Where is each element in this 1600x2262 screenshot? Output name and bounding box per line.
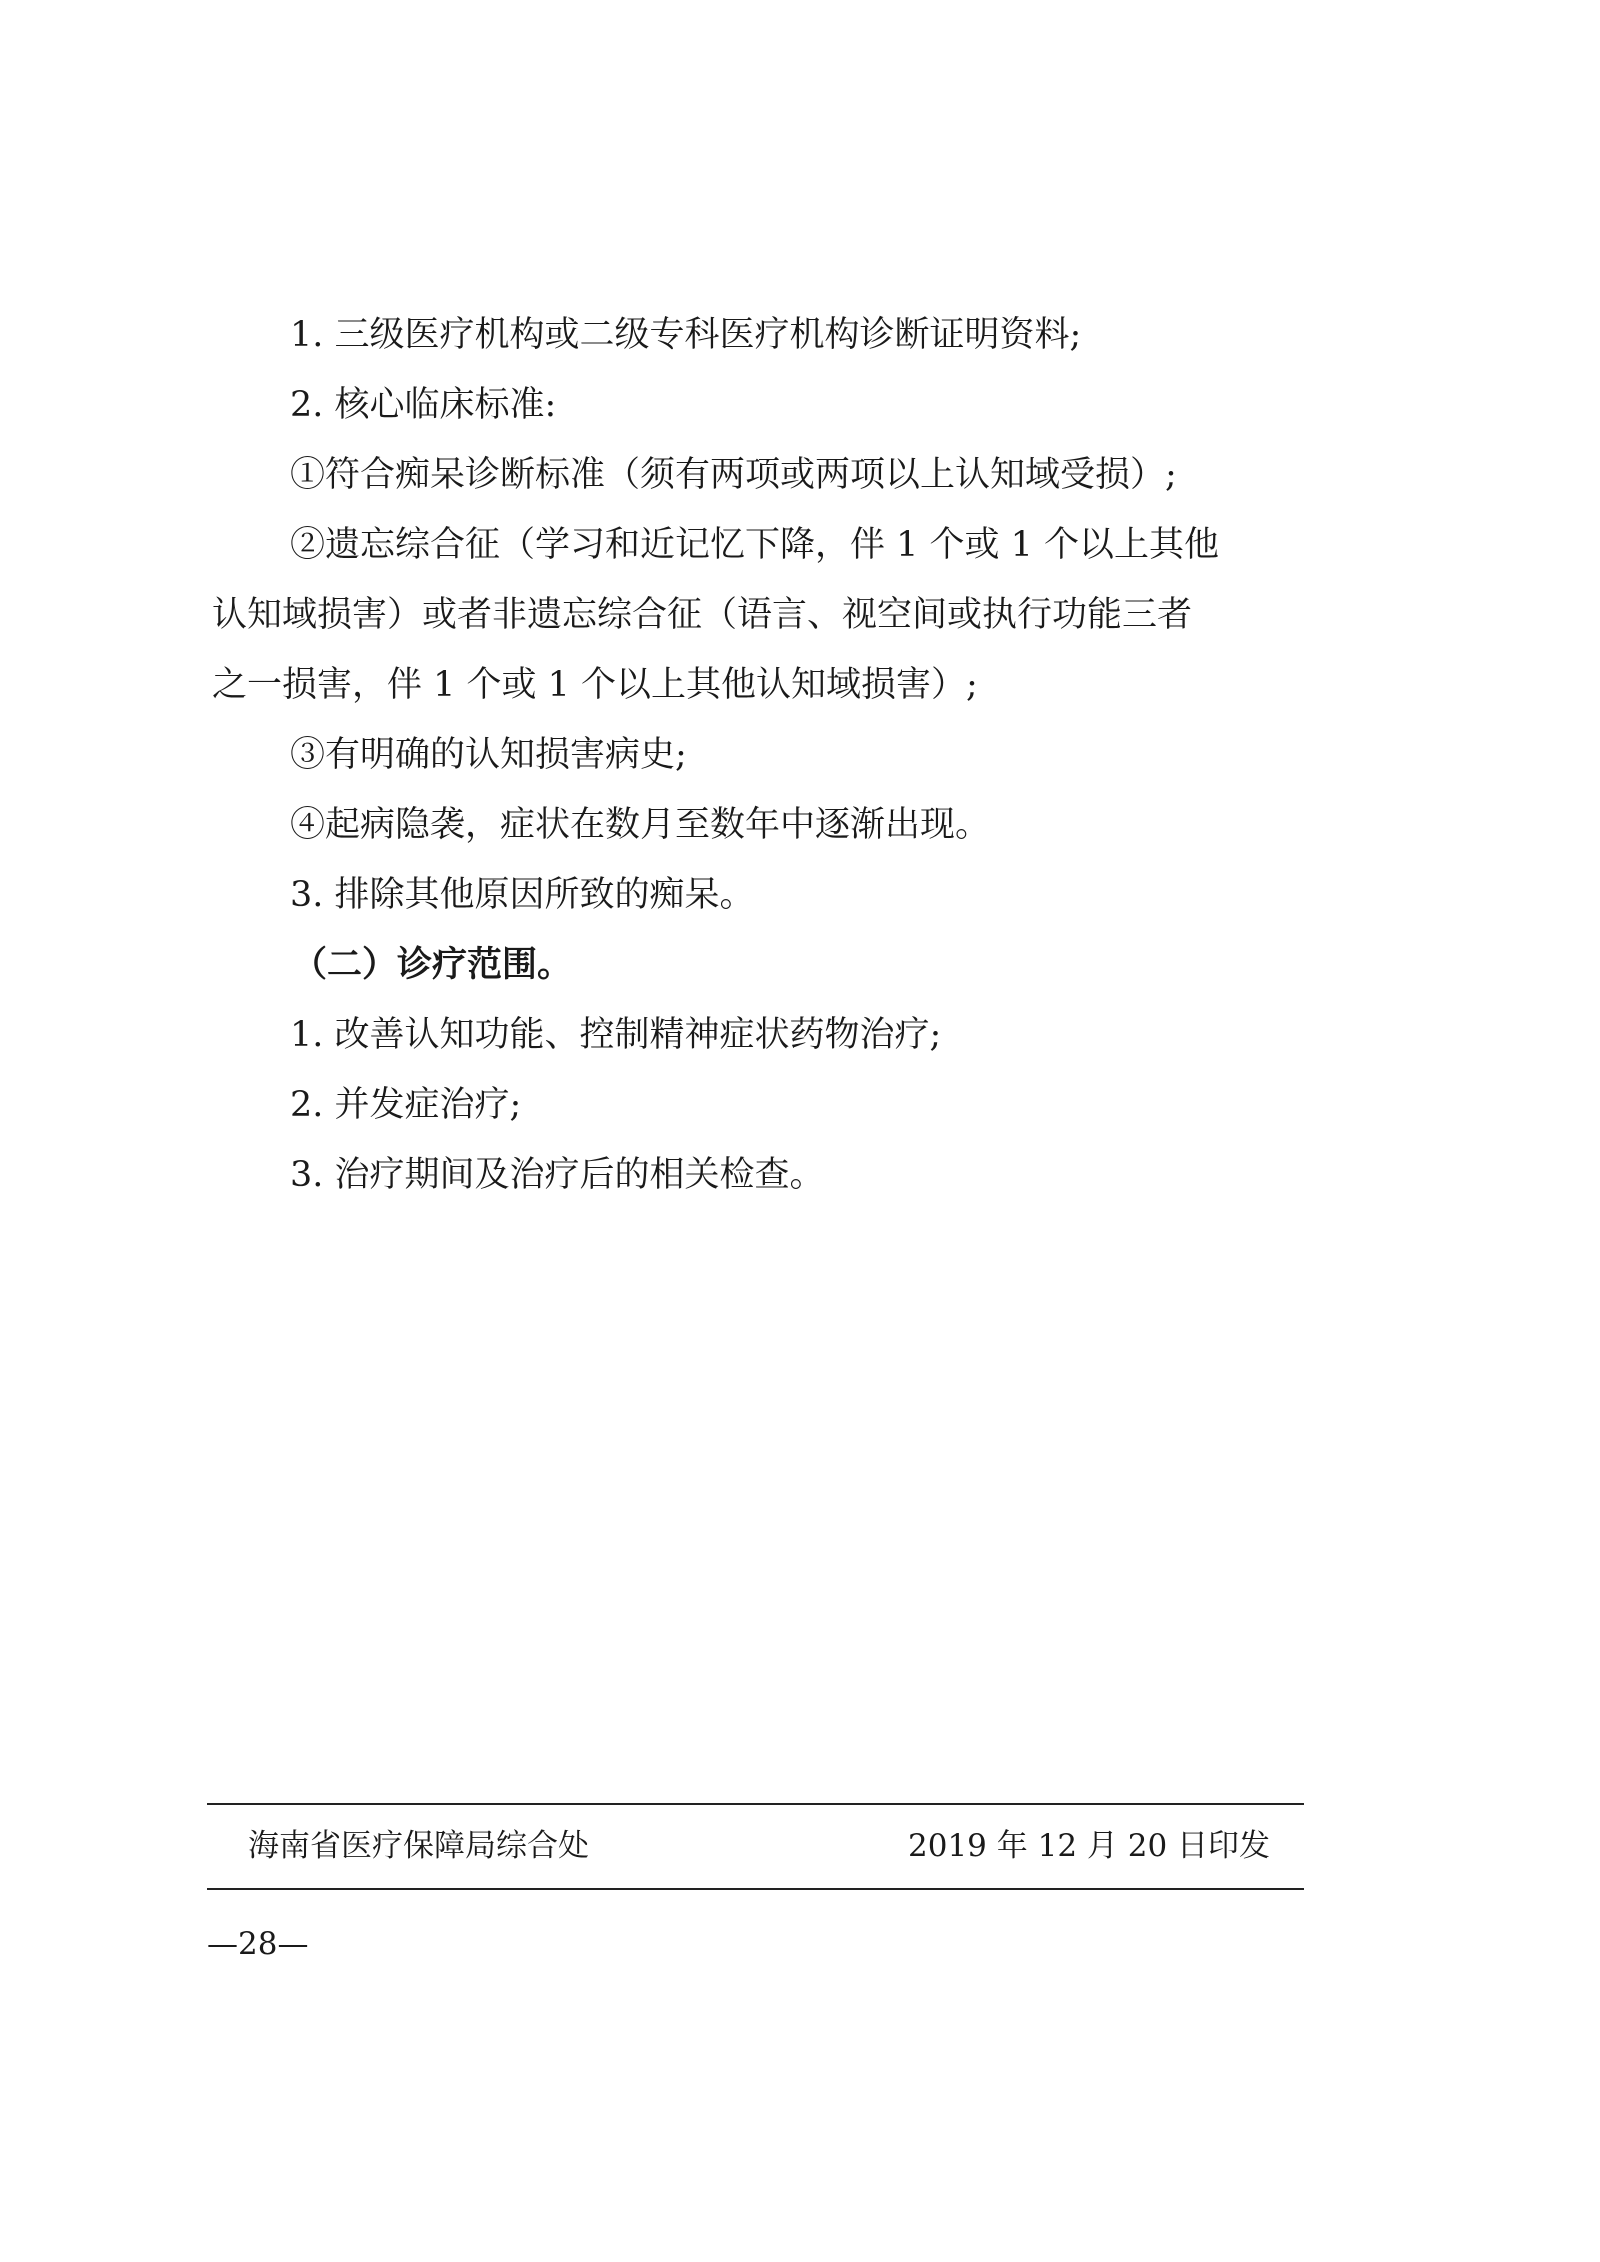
document-body <box>212 300 1300 1210</box>
criterion-1: ①符合痴呆诊断标准（须有两项或两项以上认知域受损）; <box>290 455 1177 495</box>
criterion-2-line-3: 之一损害，伴 1 个或 1 个以上其他认知域损害）; <box>212 665 978 705</box>
scope-item-2: 2. 并发症治疗; <box>290 1085 522 1125</box>
scope-item-3: 3. 治疗期间及治疗后的相关检查。 <box>290 1155 825 1195</box>
list-item-2: 2. 核心临床标准: <box>290 385 557 425</box>
footer-issuer: 海南省医疗保障局综合处 <box>248 1828 589 1864</box>
list-item-3: 3. 排除其他原因所致的痴呆。 <box>290 875 755 915</box>
footer-date: 2019 年 12 月 20 日印发 <box>908 1828 1271 1864</box>
criterion-2-line-2: 认知域损害）或者非遗忘综合征（语言、视空间或执行功能三者 <box>212 595 1193 635</box>
criterion-3: ③有明确的认知损害病史; <box>290 735 687 775</box>
list-item-1: 1. 三级医疗机构或二级专科医疗机构诊断证明资料; <box>290 315 1082 355</box>
page-number: —28— <box>207 1926 309 1962</box>
footer-top-rule <box>207 1803 1304 1805</box>
criterion-4: ④起病隐袭，症状在数月至数年中逐渐出现。 <box>290 805 991 845</box>
section-heading: （二）诊疗范围。 <box>292 945 573 985</box>
footer-bottom-rule <box>207 1888 1304 1890</box>
criterion-2-line-1: ②遗忘综合征（学习和近记忆下降，伴 1 个或 1 个以上其他 <box>290 525 1220 565</box>
scope-item-1: 1. 改善认知功能、控制精神症状药物治疗; <box>290 1015 942 1055</box>
